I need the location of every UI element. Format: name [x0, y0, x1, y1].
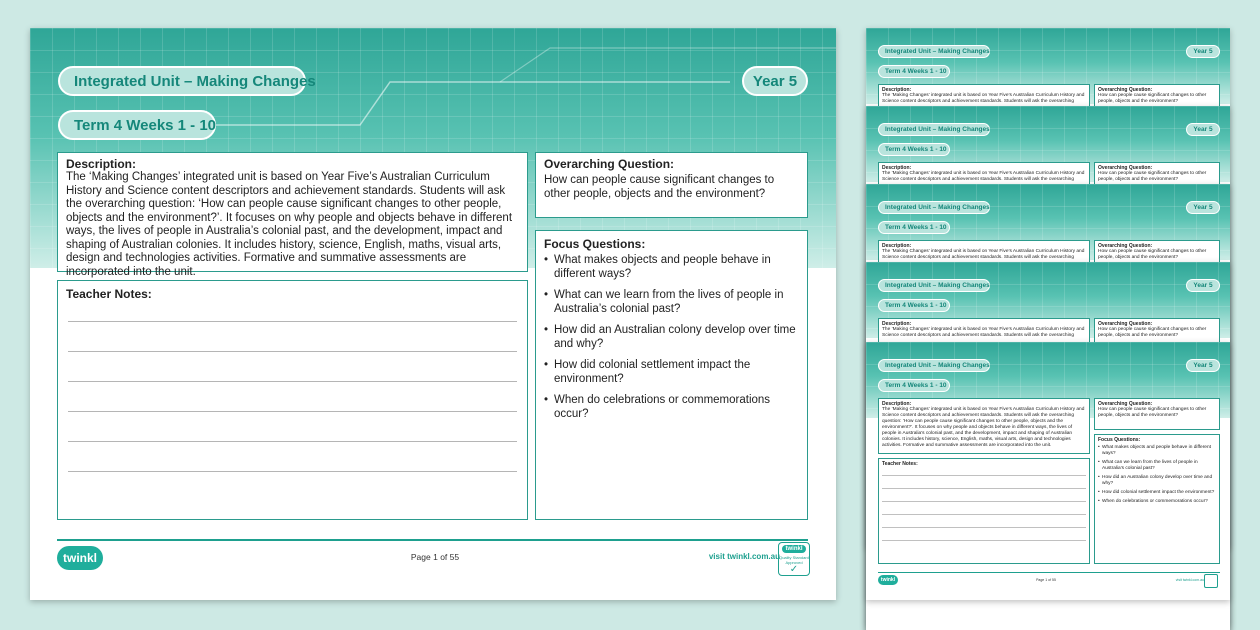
notes-heading: Teacher Notes:: [66, 287, 152, 301]
thumb-term: Term 4 Weeks 1 - 10: [878, 143, 950, 156]
check-icon: ✓: [789, 564, 799, 575]
thumb-year: Year 5: [1186, 123, 1220, 136]
thumb-term: Term 4 Weeks 1 - 10: [878, 65, 950, 78]
thumb-notes: Teacher Notes:: [878, 458, 1090, 564]
thumb-term: Term 4 Weeks 1 - 10: [878, 379, 950, 392]
thumb-term: Term 4 Weeks 1 - 10: [878, 221, 950, 234]
thumb-title: Integrated Unit – Making Changes: [878, 359, 990, 372]
thumb-year: Year 5: [1186, 359, 1220, 372]
list-item: • When do celebrations or commemorations occur?: [544, 394, 799, 421]
list-item: • What makes objects and people behave in different ways?: [544, 254, 799, 281]
main-page-preview: [30, 28, 836, 600]
quality-badge-icon: [778, 542, 810, 576]
thumb-year: Year 5: [1186, 201, 1220, 214]
thumb-page-number: Page 1 of 55: [1036, 578, 1056, 582]
description-box: [57, 152, 528, 278]
thumb-logo: twinkl: [878, 575, 898, 585]
thumb-description: Description: The ‘Making Changes’ integrated unit is based on Year Five’s Australian Curriculum History and Science content descriptors and achievement standards. Students will ask the overarching: [878, 240, 1090, 296]
thumb-focus: Focus Questions: • What makes objects and people behave in different ways? • What can we learn from the lives of people in Australia’s colonial past? • How did an Australian colony develop over time and why? • How did colonial settlement impact the environment? • When do celebrations or commemorations occur?: [1094, 434, 1220, 564]
overarching-question-box: [535, 152, 808, 218]
thumb-title: Integrated Unit – Making Changes: [878, 45, 990, 58]
overarching-text: How can people cause significant changes to other people, objects and the environment?: [544, 174, 775, 200]
thumb-description: Description: The ‘Making Changes’ integrated unit is based on Year Five’s Australian Curriculum History and Science content descriptors and achievement standards. Students will ask the overarching question: ‘How can people cause significant changes to other people, objects and the environment?’. It focuses on why people and objects behave in different ways, the lives of people in Australia’s colonial past, and the development, impact and shaping of Australian colonies. It includes history, science, English, maths, visual arts, design and technologies activities. Formative and summative assessments are incorporated into the unit.: [878, 398, 1090, 454]
thumb-site: visit twinkl.com.au: [1175, 578, 1204, 582]
term-badge: Term 4 Weeks 1 - 10: [58, 110, 216, 140]
list-item: • What can we learn from the lives of people in Australia’s colonial past?: [544, 289, 799, 316]
footer-divider: [57, 539, 808, 541]
unit-title: Integrated Unit – Making Changes: [58, 66, 306, 96]
thumb-overarching: Overarching Question: How can people cause significant changes to other people, objects and the environment?: [1094, 240, 1220, 272]
overarching-heading: Overarching Question:: [544, 157, 675, 171]
description-text: The ‘Making Changes’ integrated unit is based on Year Five’s Australian Curriculum History and Science content descriptors and achievement standards. Students will ask the overarching question: ‘How can people cause significant changes to other people, objects and the environment?’. It focuses on why people and objects behave in different ways, the lives of people in Australia’s colonial past, and the development, impact and shaping of Australian colonies. It includes history, science, English, maths, visual arts, design and technologies activities. Formative and summative assessments are incorporated into the unit.: [66, 171, 513, 278]
thumb-description: Description: The ‘Making Changes’ integrated unit is based on Year Five’s Australian Curriculum History and Science content descriptors and achievement standards. Students will ask the overarching: [878, 84, 1090, 140]
notes-lines: [66, 321, 519, 472]
thumb-overarching: Overarching Question: How can people cause significant changes to other people, objects and the environment?: [1094, 84, 1220, 116]
thumb-description: Description: The ‘Making Changes’ integrated unit is based on Year Five’s Australian Curriculum History and Science content descriptors and achievement standards. Students will ask the overarching: [878, 318, 1090, 374]
list-item: • How did an Australian colony develop over time and why?: [544, 324, 799, 351]
thumb-title: Integrated Unit – Making Changes: [878, 123, 990, 136]
website-link[interactable]: visit twinkl.com.au: [708, 552, 780, 561]
thumb-overarching: Overarching Question: How can people cause significant changes to other people, objects and the environment?: [1094, 398, 1220, 430]
thumb-title: Integrated Unit – Making Changes: [878, 279, 990, 292]
thumb-year: Year 5: [1186, 45, 1220, 58]
thumbnail-page-front: [866, 342, 1230, 600]
teacher-notes-box: [57, 280, 528, 520]
twinkl-logo: twinkl: [57, 546, 103, 570]
year-badge: Year 5: [742, 66, 808, 96]
focus-list: [544, 254, 799, 421]
thumb-badge-icon: [1204, 574, 1218, 588]
thumb-year: Year 5: [1186, 279, 1220, 292]
badge-text: Quality Standard Approved: [779, 555, 809, 565]
description-heading: Description:: [66, 157, 137, 171]
thumb-description: Description: The ‘Making Changes’ integrated unit is based on Year Five’s Australian Curriculum History and Science content descriptors and achievement standards. Students will ask the overarching: [878, 162, 1090, 218]
focus-heading: Focus Questions:: [544, 237, 646, 251]
badge-logo: twinkl: [782, 545, 805, 553]
thumb-overarching: Overarching Question: How can people cause significant changes to other people, objects and the environment?: [1094, 318, 1220, 350]
list-item: • How did colonial settlement impact the environment?: [544, 359, 799, 386]
thumb-overarching: Overarching Question: How can people cause significant changes to other people, objects and the environment?: [1094, 162, 1220, 194]
focus-questions-box: [535, 230, 808, 520]
thumb-title: Integrated Unit – Making Changes: [878, 201, 990, 214]
thumb-term: Term 4 Weeks 1 - 10: [878, 299, 950, 312]
page-number: Page 1 of 55: [410, 552, 460, 562]
